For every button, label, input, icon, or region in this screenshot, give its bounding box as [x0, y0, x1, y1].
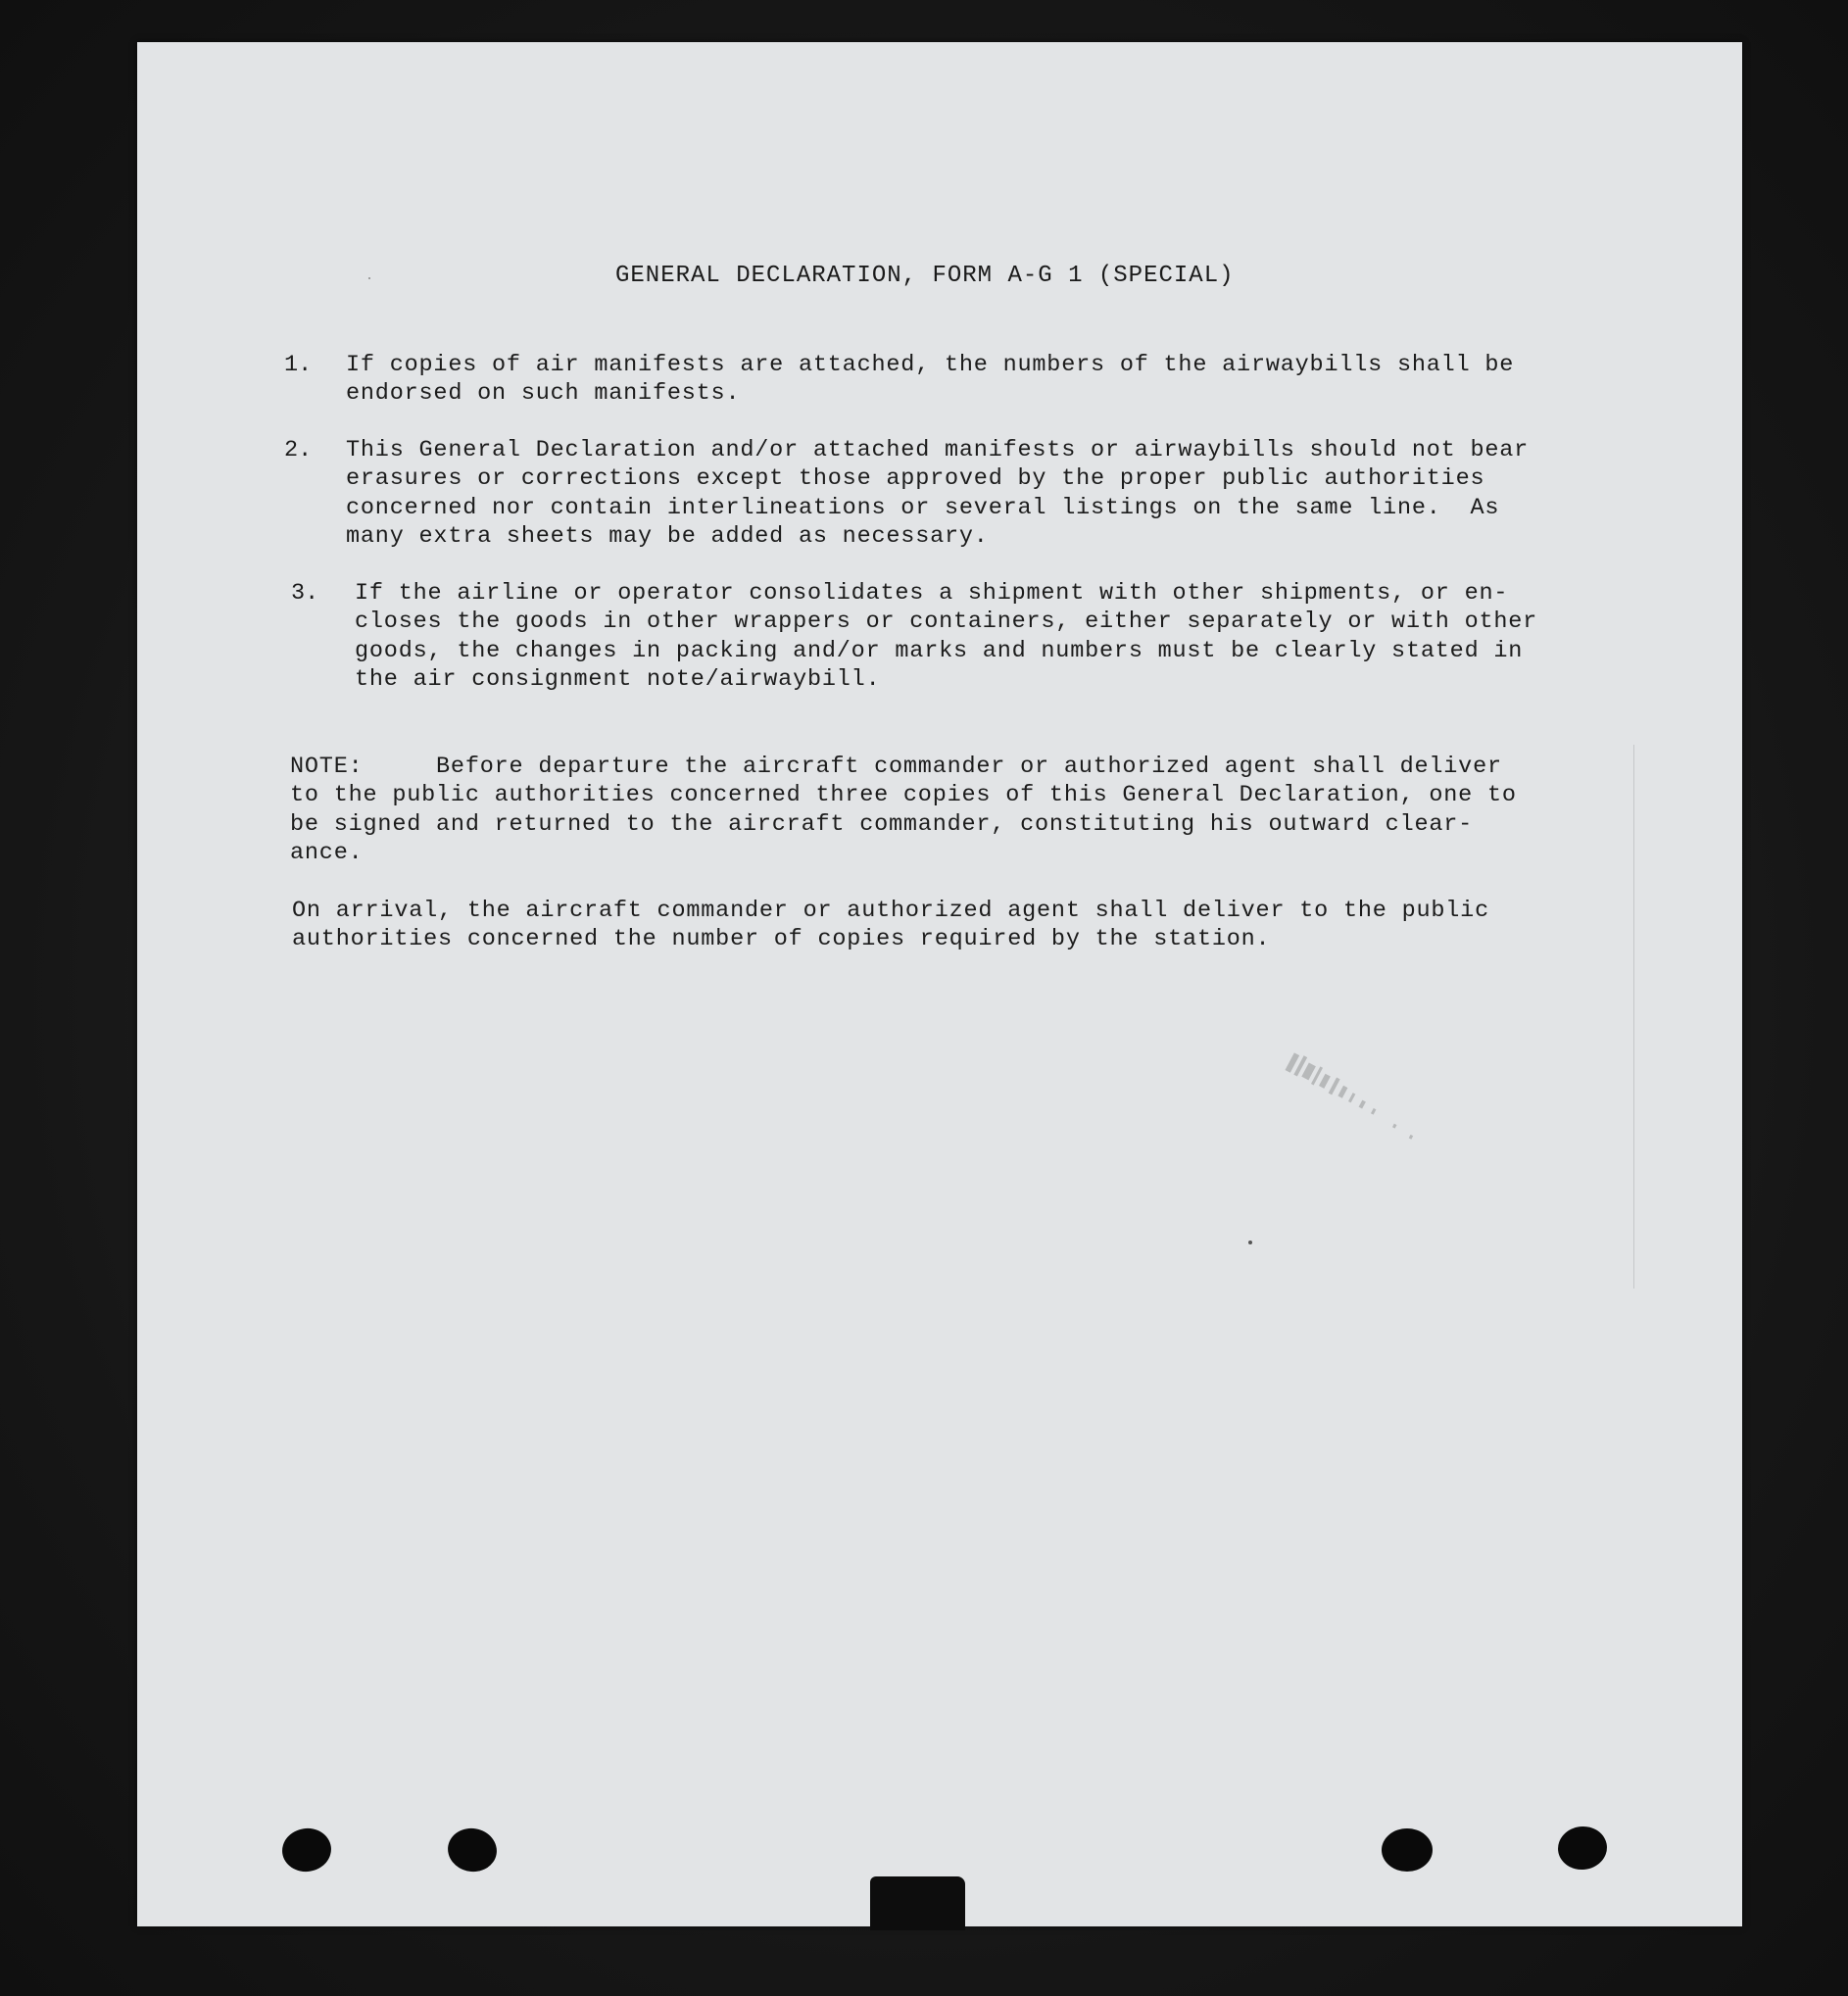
- note-paragraph: NOTE: Before departure the aircraft commander or authorized agent shall deliver to the public authorities concerned three copies of this General Declaration, one to be signed and returned to the aircraft commander, constituting his outward clear- ance.: [290, 754, 1517, 866]
- document-title: GENERAL DECLARATION, FORM A-G 1 (SPECIAL): [615, 263, 1235, 289]
- paper-crease-line: [1633, 745, 1634, 1289]
- item-text: If copies of air manifests are attached, the numbers of the airwaybills shall be endorsed on such manifests.: [346, 352, 1515, 408]
- arrival-paragraph: On arrival, the aircraft commander or authorized agent shall deliver to the public authorities concerned the number of copies required by the station.: [292, 898, 1489, 953]
- item-number: 1.: [284, 352, 313, 378]
- item-number: 2.: [284, 437, 313, 463]
- item-text: This General Declaration and/or attached manifests or airwaybills should not bear erasures or corrections except those approved by the proper public authorities concerned nor contain interlineations or several listings on the same line. As many extra sheets may be added as necessary.: [346, 437, 1530, 550]
- item-number: 3.: [291, 580, 319, 607]
- paper-speck: [1248, 1241, 1252, 1244]
- punch-hole: [1382, 1828, 1433, 1872]
- paper-sheet: [137, 42, 1742, 1926]
- binding-notch: [870, 1876, 965, 1930]
- paper-speck: [368, 277, 370, 279]
- item-text: If the airline or operator consolidates a shipment with other shipments, or en- closes the goods in other wrappers or containers, either separately or with other goods, the changes in packing and/or marks and numbers must be clearly stated in the air consignment note/airwaybill.: [355, 580, 1538, 693]
